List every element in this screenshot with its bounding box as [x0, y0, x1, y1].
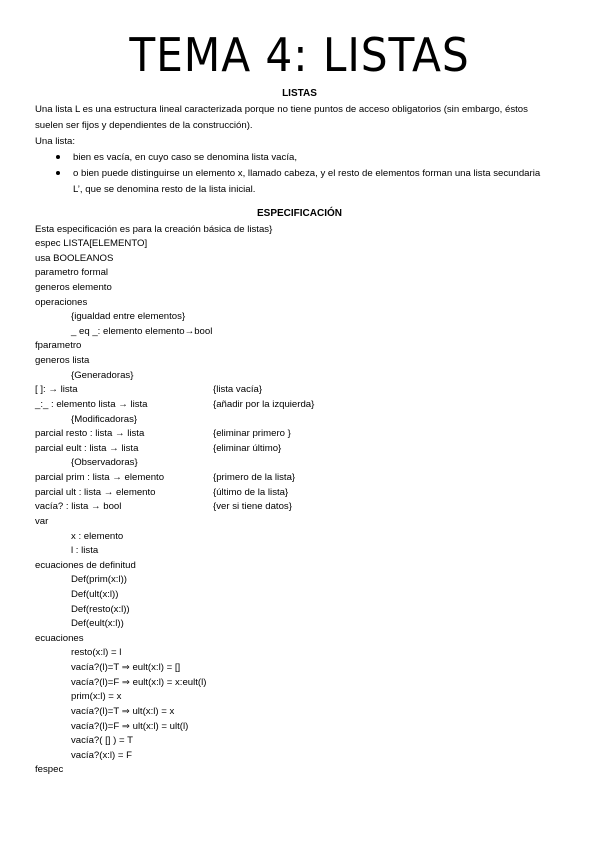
intro-line: suelen ser fijos y dependientes de la construcción).: [35, 120, 253, 131]
spec-line: {igualdad entre elementos}: [71, 311, 186, 323]
spec-line: x : elemento: [71, 530, 124, 542]
spec-line: usa BOOLEANOS: [35, 252, 114, 264]
spec-line: fparametro: [35, 340, 82, 352]
spec-line: vacía?(l)=F ⇒ ult(x:l) = ult(l): [71, 720, 189, 732]
section-heading-listas: LISTAS: [282, 88, 317, 99]
bullet-text: o bien puede distinguirse un elemento x, llamado cabeza, y el resto de elementos forman una lista secundaria: [73, 168, 541, 179]
spec-line: Def(ult(x:l)): [71, 589, 119, 600]
bullet-text: L’, que se denomina resto de la lista inicial.: [73, 184, 256, 195]
spec-line: parcial prim : lista → elemento: [35, 472, 165, 484]
spec-line: {Generadoras}: [71, 369, 134, 381]
spec-comment: {ver si tiene datos}: [213, 501, 292, 513]
spec-line: vacía? : lista → bool: [35, 501, 122, 513]
spec-comment: {último de la lista}: [213, 486, 289, 498]
spec-line: vacía?(l)=T ⇒ eult(x:l) = []: [71, 662, 181, 674]
page-title: TEMA 4: LISTAS: [129, 28, 470, 82]
spec-line: resto(x:l) = l: [71, 647, 122, 659]
spec-line: espec LISTA[ELEMENTO]: [35, 238, 148, 250]
spec-line: parcial ult : lista → elemento: [35, 486, 156, 498]
bullet-icon: [56, 171, 60, 175]
spec-line: parcial resto : lista → lista: [35, 428, 145, 440]
section-heading-especificacion: ESPECIFICACIÓN: [256, 208, 342, 219]
spec-line: vacía?(x:l) = F: [71, 749, 133, 761]
intro-line: Una lista L es una estructura lineal caracterizada porque no tiene puntos de acceso obligatorios (sin embargo, éstos: [35, 104, 528, 115]
bullet-icon: [56, 155, 60, 159]
spec-line: _ eq _: elemento elemento→bool: [71, 325, 213, 337]
spec-comment: {lista vacía}: [213, 384, 263, 396]
spec-comment: {añadir por la izquierda}: [213, 398, 315, 410]
spec-line: parcial eult : lista → lista: [35, 442, 139, 454]
spec-comment: {primero de la lista}: [213, 472, 296, 484]
spec-line: fespec: [35, 764, 64, 776]
bullet-text: bien es vacía, en cuyo caso se denomina lista vacía,: [73, 152, 297, 163]
spec-line: operaciones: [35, 296, 88, 308]
intro-line: Una lista:: [35, 136, 75, 147]
spec-line: [ ]: → lista: [35, 384, 78, 396]
spec-line: vacía?( [] ) = T: [71, 735, 133, 747]
spec-line: var: [35, 515, 49, 527]
spec-line: vacía?(l)=F ⇒ eult(x:l) = x:eult(l): [71, 676, 207, 688]
spec-line: vacía?(l)=T ⇒ ult(x:l) = x: [71, 705, 175, 717]
spec-line: l : lista: [71, 545, 99, 557]
spec-line: Def(prim(x:l)): [71, 574, 127, 586]
spec-line: parametro formal: [35, 267, 109, 279]
spec-line: {Observadoras}: [71, 457, 138, 469]
spec-line: _:_ : elemento lista → lista: [35, 398, 148, 410]
spec-comment: {eliminar último}: [213, 442, 282, 454]
spec-line: Esta especificación es para la creación básica de listas}: [35, 223, 273, 235]
spec-line: Def(resto(x:l)): [71, 603, 130, 615]
spec-comment: {eliminar primero }: [213, 428, 291, 440]
spec-line: prim(x:l) = x: [71, 691, 122, 703]
spec-line: generos elemento: [35, 281, 112, 293]
spec-line: Def(eult(x:l)): [71, 618, 124, 630]
spec-line: generos lista: [35, 355, 90, 367]
spec-line: ecuaciones de definitud: [35, 559, 136, 571]
spec-line: ecuaciones: [35, 632, 84, 644]
spec-line: {Modificadoras}: [71, 413, 138, 425]
